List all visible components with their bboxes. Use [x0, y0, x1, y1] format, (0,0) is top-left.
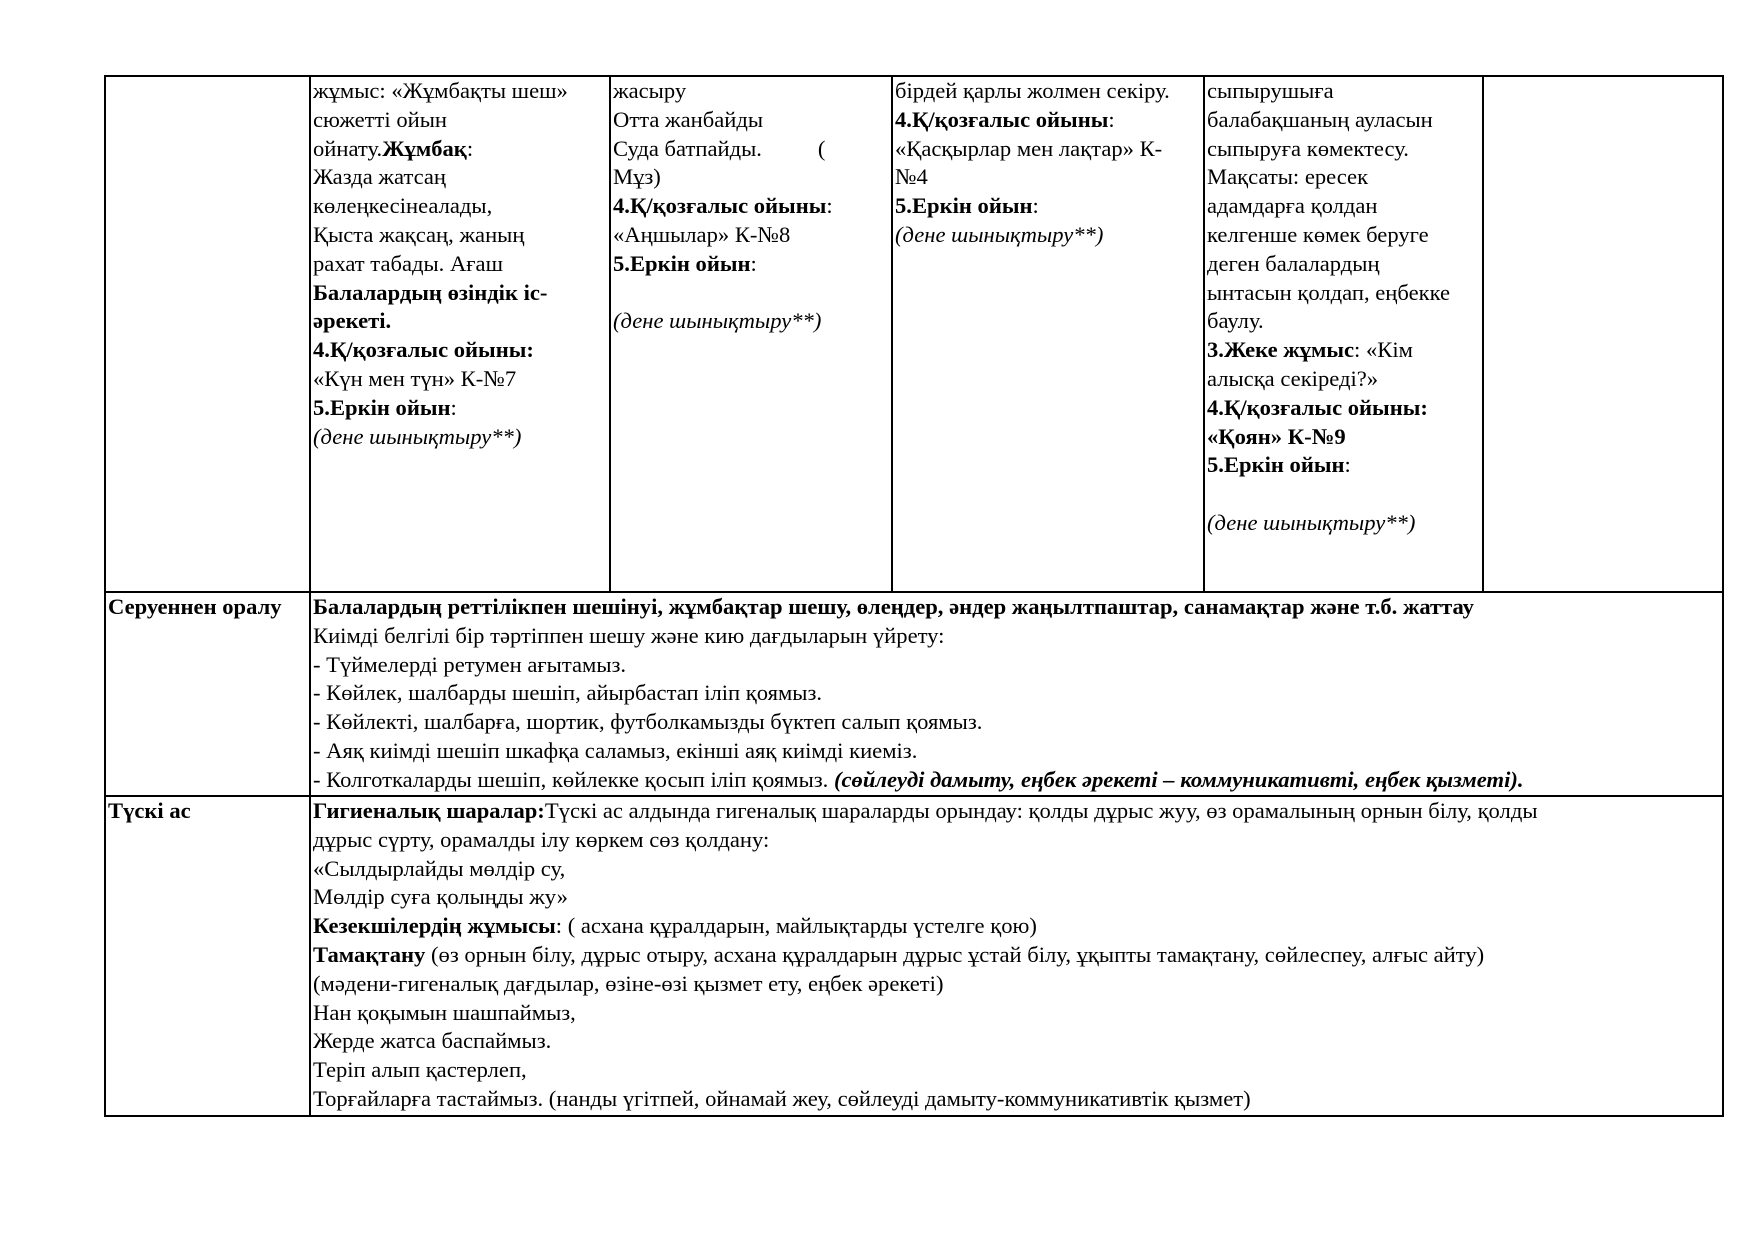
text-line: Отта жанбайды: [613, 106, 764, 132]
text-line: [313, 941, 1722, 970]
text-line: сыпыруға көмектесу.: [1207, 135, 1409, 161]
text-line: [313, 135, 609, 164]
text-line: сыпырушыға: [1207, 78, 1334, 103]
section-heading: 5.Еркін ойын: [1207, 452, 1345, 478]
activity-cell-2: [610, 76, 892, 592]
activity-cell-4: [1204, 76, 1483, 592]
blank-line: [613, 279, 891, 308]
blank-line: [1207, 480, 1482, 509]
list-item: - Түймелерді ретумен ағытамыз.: [313, 651, 627, 677]
text-line: рахат табады. Ағаш: [313, 250, 503, 276]
section-heading: 5.Еркін ойын: [313, 394, 451, 420]
text-run: Суда батпайды.: [613, 135, 762, 161]
row-label-empty: [105, 76, 310, 592]
text-run: :: [1344, 452, 1351, 478]
return-content-cell: [310, 592, 1723, 796]
riddle-label: Жұмбақ: [382, 135, 467, 161]
return-from-walk-row: [105, 592, 1723, 796]
text-line: Жерде жатса баспаймыз.: [313, 1028, 552, 1054]
lunch-row: [105, 796, 1723, 1116]
lunch-content-cell: [310, 796, 1723, 1116]
document-page: [104, 75, 1724, 1117]
text-run: :: [826, 193, 833, 219]
text-line: баулу.: [1207, 308, 1264, 334]
activity-cell-1: [310, 76, 610, 592]
text-line: [313, 797, 1722, 826]
row-label: Серуеннен оралу: [108, 594, 282, 619]
text-line: Мөлдір суға қолыңды жу»: [313, 884, 568, 910]
text-line: Киімді белгілі бір тәртіппен шешу және кию дағдыларын үйрету:: [313, 622, 945, 648]
text-line: алысқа секіреді?»: [1207, 365, 1379, 391]
text-line: Торғайларға тастаймыз. (нанды үгітпей, ойнамай жеу, сөйлеуді дамыту-коммуникативтік қызмет): [313, 1085, 1251, 1111]
section-heading: 5.Еркін ойын: [895, 193, 1033, 219]
text-line: [613, 192, 891, 221]
text-run: ойнату.: [313, 135, 383, 161]
section-heading: «Қоян» К-№9: [1207, 423, 1346, 449]
text-run: :: [1108, 106, 1115, 132]
text-run: :: [450, 394, 457, 420]
italic-note: (дене шынықтыру**): [313, 423, 522, 449]
section-heading: 4.Қ/қозғалыс ойыны: [895, 106, 1109, 132]
walk-activities-row: [105, 76, 1723, 592]
text-line: Жазда жатсаң: [313, 164, 447, 190]
text-line: [613, 135, 891, 164]
text-line: деген балалардың: [1207, 250, 1380, 276]
text-run: :: [750, 250, 757, 276]
text-line: ынтасын қолдап, еңбекке: [1207, 279, 1451, 305]
activity-cell-3: [892, 76, 1204, 592]
section-heading: 4.Қ/қозғалыс ойыны:: [313, 337, 534, 363]
text-run: (: [817, 135, 826, 161]
text-line: «Қасқырлар мен лақтар» К-: [895, 135, 1163, 161]
list-item: - Көйлек, шалбарды шешіп, айырбастап іліп қоямыз.: [313, 680, 823, 706]
text-line: адамдарға қолдан: [1207, 193, 1378, 219]
text-run: - Колготкаларды шешіп, көйлекке қосып іліп қоямыз.: [313, 766, 834, 792]
italic-note: (дене шынықтыру**): [1207, 509, 1416, 535]
text-run: : «Кім: [1354, 337, 1413, 363]
text-run: Түскі ас алдында гигеналық шараларды орындау: қолды дұрыс жуу, өз орамалының орнын білу, қолды: [544, 798, 1538, 823]
text-line: «Аңшылар» К-№8: [613, 221, 791, 247]
text-line: сюжетті ойын: [313, 106, 448, 132]
list-item: - Аяқ киімді шешіп шкафқа саламыз, екінші аяқ киімді киеміз.: [313, 737, 918, 763]
text-run: : ( асхана құралдарын, майлықтарды үстелге қою): [555, 913, 1037, 939]
section-heading: Кезекшілердің жұмысы: [313, 913, 556, 939]
text-line: дұрыс сүрту, орамалды ілу көркем сөз қолдану:: [313, 826, 770, 852]
italic-note: (дене шынықтыру**): [895, 221, 1104, 247]
text-line: көлеңкесінеалады,: [313, 193, 493, 219]
section-heading: Балалардың өзіндік іс-: [313, 279, 548, 305]
text-line: «Сылдырлайды мөлдір су,: [313, 855, 566, 881]
text-line: [1207, 451, 1482, 480]
text-line: Мұз): [613, 164, 661, 190]
text-run: :: [466, 135, 474, 161]
text-line: бірдей қарлы жолмен секіру.: [895, 78, 1170, 103]
text-line: [613, 250, 891, 279]
italic-note: (сөйлеуді дамыту, еңбек әрекеті – коммуникативті, еңбек қызметі).: [833, 766, 1524, 792]
row-label-cell: [105, 592, 310, 796]
text-line: келгенше көмек беруге: [1207, 221, 1429, 247]
row-label-cell: [105, 796, 310, 1116]
italic-note: (дене шынықтыру**): [613, 308, 822, 334]
text-line: жұмыс: «Жұмбақты шеш»: [313, 78, 568, 103]
empty-cell: [1483, 76, 1723, 592]
text-line: [895, 192, 1203, 221]
text-line: Қыста жақсаң, жаның: [313, 221, 525, 247]
text-line: №4: [895, 164, 928, 190]
row-label: Түскі ас: [108, 798, 191, 823]
section-heading: Балалардың реттілікпен шешінуі, жұмбақтар шешу, өлеңдер, әндер жаңылтпаштар, санамақтар және т.б. жаттау: [313, 594, 1474, 619]
plan-table: [104, 75, 1724, 1117]
text-line: балабақшаның ауласын: [1207, 106, 1433, 132]
text-line: [1207, 336, 1482, 365]
text-line: «Күн мен түн» К-№7: [313, 365, 517, 391]
text-line: жасыру: [613, 78, 687, 103]
text-run: :: [1032, 193, 1039, 219]
list-item: - Көйлекті, шалбарға, шортик, футболкамызды бүктеп салып қоямыз.: [313, 709, 983, 735]
list-item: [313, 766, 1722, 795]
section-heading: 5.Еркін ойын: [613, 250, 751, 276]
text-line: Мақсаты: ересек: [1207, 164, 1369, 190]
section-heading: 4.Қ/қозғалыс ойыны:: [1207, 394, 1428, 420]
text-run: (өз орнын білу, дұрыс отыру, асхана құралдарын дұрыс ұстай білу, ұқыпты тамақтану, сөйлеспеу, алғыс айту): [425, 941, 1485, 967]
section-heading: Тамақтану: [313, 941, 426, 967]
section-heading: 4.Қ/қозғалыс ойыны: [613, 193, 827, 219]
text-line: [313, 394, 609, 423]
text-line: Теріп алып қастерлеп,: [313, 1057, 527, 1083]
text-line: [313, 912, 1722, 941]
text-line: [895, 106, 1203, 135]
section-heading: Гигиеналық шаралар:: [313, 798, 545, 823]
section-heading: әрекеті.: [313, 308, 392, 334]
text-line: Нан қоқымын шашпаймыз,: [313, 999, 576, 1025]
text-line: (мәдени-гигеналық дағдылар, өзіне-өзі қызмет ету, еңбек әрекеті): [313, 970, 944, 996]
section-heading: 3.Жеке жұмыс: [1207, 337, 1355, 363]
